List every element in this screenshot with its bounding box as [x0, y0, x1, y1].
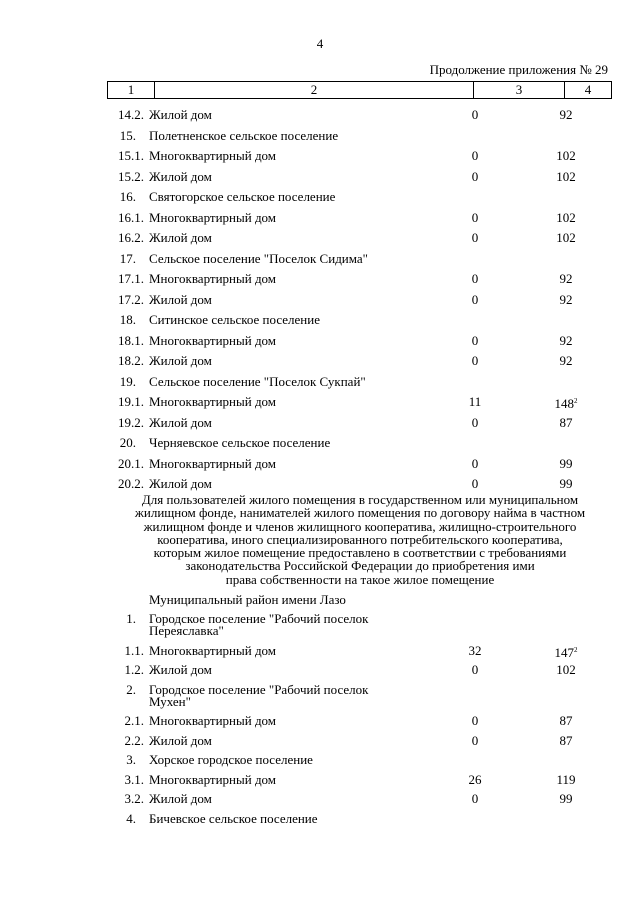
row-value-col4-wrap — [530, 643, 602, 660]
row-name: Жилой дом — [149, 168, 212, 184]
row-value-col4: 147 — [554, 644, 574, 660]
footnote-marker: 2 — [574, 397, 578, 405]
district-title: Муниципальный район имени Лазо — [149, 592, 346, 607]
row-value-col4-wrap — [530, 271, 602, 286]
row-name: Жилой дом — [149, 732, 212, 748]
row-value-col4-wrap — [530, 456, 602, 471]
row-number: 15. — [119, 127, 136, 143]
column-header-4: 4 — [565, 82, 612, 99]
row-number: 15.2. — [118, 168, 144, 184]
row-number: 3. — [126, 752, 136, 767]
row-number: 19.1. — [118, 394, 144, 409]
row-name: Полетненское сельское поселение — [149, 127, 339, 143]
row-name: Многоквартирный дом — [149, 713, 277, 728]
row-value-col4: 102 — [556, 662, 576, 677]
row-name: Жилой дом — [149, 230, 212, 245]
row-name: Жилой дом — [149, 476, 212, 491]
row-name-continued: Переяславка" — [149, 623, 224, 638]
row-value-col3: 0 — [471, 291, 479, 307]
row-value-col3: 0 — [471, 476, 479, 491]
row-value-col4-wrap — [530, 415, 602, 430]
note-line: которым жилое помещение предоставлено в соответствии с требованиями — [153, 545, 567, 561]
row-number: 3.1. — [124, 771, 144, 787]
row-value-col3: 0 — [471, 713, 479, 728]
row-name: Многоквартирный дом — [149, 455, 277, 471]
row-value-col3: 0 — [471, 455, 479, 471]
row-value-col4: 102 — [556, 148, 576, 163]
row-value-col4: 87 — [559, 713, 573, 728]
row-value-col4-wrap — [530, 169, 602, 184]
column-header-3: 3 — [474, 82, 565, 99]
row-name: Жилой дом — [149, 353, 212, 368]
row-number: 17.1. — [118, 271, 144, 286]
row-name-continued: Мухен" — [149, 693, 191, 709]
footnote-marker: 2 — [574, 645, 578, 654]
row-value-col4: 99 — [559, 791, 573, 806]
row-number: 1.1. — [124, 642, 144, 658]
row-name: Многоквартирный дом — [149, 148, 277, 163]
row-value-col4-wrap — [530, 333, 602, 348]
row-number: 2.2. — [124, 732, 144, 748]
note-line: права собственности на такое жилое помещение — [225, 571, 495, 587]
row-value-col4: 87 — [559, 414, 573, 430]
row-name: Многоквартирный дом — [149, 332, 277, 348]
row-name: Жилой дом — [149, 414, 212, 430]
row-name: Хорское городское поселение — [149, 752, 313, 767]
note-line: Для пользователей жилого помещения в государственном или муниципальном — [141, 492, 579, 507]
row-value-col4: 148 — [554, 396, 574, 411]
row-name: Бичевское сельское поселение — [149, 810, 318, 826]
row-value-col4: 102 — [556, 230, 576, 245]
row-value-col4-wrap — [530, 210, 602, 225]
row-number: 18. — [119, 312, 136, 327]
row-value-col4: 92 — [559, 353, 573, 368]
row-value-col3: 0 — [471, 353, 479, 368]
note-line: законодательства Российской Федерации до приобретения ими — [185, 558, 535, 574]
row-value-col3: 0 — [471, 209, 479, 225]
row-value-col3: 0 — [471, 148, 479, 163]
row-value-col3: 0 — [471, 168, 479, 184]
row-number: 2. — [126, 681, 136, 697]
row-value-col3: 0 — [471, 271, 479, 286]
row-value-col4-wrap — [530, 662, 602, 677]
row-name: Ситинское сельское поселение — [149, 312, 320, 327]
row-number: 14.2. — [118, 107, 144, 122]
row-name: Многоквартирный дом — [149, 394, 277, 409]
row-name: Сельское поселение "Поселок Сукпай" — [149, 373, 366, 389]
row-number: 15.1. — [118, 148, 144, 163]
row-value-col4-wrap — [530, 713, 602, 728]
row-value-col4: 99 — [559, 476, 573, 491]
row-value-col3: 0 — [471, 107, 479, 122]
row-value-col4-wrap — [530, 148, 602, 163]
row-number: 16.1. — [118, 209, 144, 225]
row-value-col3: 32 — [468, 642, 482, 658]
row-number: 3.2. — [124, 791, 144, 806]
column-header-1: 1 — [108, 82, 155, 99]
note-paragraph — [105, 493, 615, 586]
row-name: Черняевское сельское поселение — [149, 435, 331, 450]
row-value-col4: 92 — [559, 107, 573, 122]
row-value-col4-wrap — [530, 353, 602, 368]
row-number: 16.2. — [118, 230, 144, 245]
row-number: 1.2. — [124, 662, 144, 677]
row-value-col3: 0 — [471, 732, 479, 748]
row-value-col4-wrap — [530, 733, 602, 748]
note-line: кооператива, иного специализированного потребительского кооператива, — [157, 531, 563, 547]
row-value-col3: 11 — [468, 394, 482, 409]
row-number: 18.2. — [118, 353, 144, 368]
appendix-continuation-note: Продолжение приложения № 29 — [429, 62, 608, 77]
row-value-col4: 102 — [556, 209, 576, 225]
row-number: 1. — [126, 611, 136, 626]
column-header-table — [107, 81, 612, 99]
row-number: 20.1. — [118, 455, 144, 471]
row-value-col4: 92 — [559, 332, 573, 348]
row-value-col4: 87 — [559, 732, 573, 748]
row-value-col4-wrap — [530, 791, 602, 806]
row-number: 20. — [119, 435, 136, 450]
row-value-col4-wrap — [530, 292, 602, 307]
row-value-col4-wrap — [530, 476, 602, 491]
row-value-col3: 0 — [471, 414, 479, 430]
row-number: 19. — [119, 373, 136, 389]
row-number: 4. — [126, 810, 136, 826]
row-name: Жилой дом — [149, 107, 212, 122]
row-value-col4-wrap — [530, 394, 602, 411]
row-value-col4: 92 — [559, 271, 573, 286]
page-number: 4 — [316, 36, 324, 51]
row-number: 19.2. — [118, 414, 144, 430]
row-name: Многоквартирный дом — [149, 271, 277, 286]
note-line: жилищном фонде, нанимателей жилого помещения по договору найма в частном — [134, 505, 586, 521]
row-number: 16. — [119, 189, 136, 204]
row-value-col4: 102 — [556, 168, 576, 184]
row-value-col4: 99 — [559, 455, 573, 471]
row-name: Жилой дом — [149, 662, 212, 677]
row-name: Святогорское сельское поселение — [149, 189, 336, 204]
row-name: Сельское поселение "Поселок Сидима" — [149, 250, 368, 266]
row-value-col3: 0 — [471, 662, 479, 677]
row-value-col4-wrap — [530, 772, 602, 787]
row-value-col3: 0 — [471, 332, 479, 348]
row-name: Городское поселение "Рабочий поселок — [149, 681, 369, 697]
row-number: 17. — [119, 250, 136, 266]
row-name: Многоквартирный дом — [149, 209, 277, 225]
row-value-col3: 26 — [468, 771, 482, 787]
row-value-col3: 0 — [471, 791, 479, 806]
row-name: Многоквартирный дом — [149, 771, 277, 787]
row-value-col4-wrap — [530, 107, 602, 122]
column-header-2: 2 — [155, 82, 474, 99]
row-value-col4-wrap — [530, 230, 602, 245]
row-number: 20.2. — [118, 476, 144, 491]
row-name: Городское поселение "Рабочий поселок — [149, 611, 369, 626]
row-value-col4: 92 — [559, 291, 573, 307]
row-name: Жилой дом — [149, 791, 212, 806]
row-name: Жилой дом — [149, 291, 212, 307]
row-number: 2.1. — [124, 713, 144, 728]
row-value-col3: 0 — [471, 230, 479, 245]
note-line: жилищном фонде и членов жилищного кооператива, жилищно-строительного — [143, 518, 577, 534]
row-number: 17.2. — [118, 291, 144, 307]
row-name: Многоквартирный дом — [149, 642, 277, 658]
row-value-col4: 119 — [556, 771, 576, 787]
row-number: 18.1. — [118, 332, 144, 348]
